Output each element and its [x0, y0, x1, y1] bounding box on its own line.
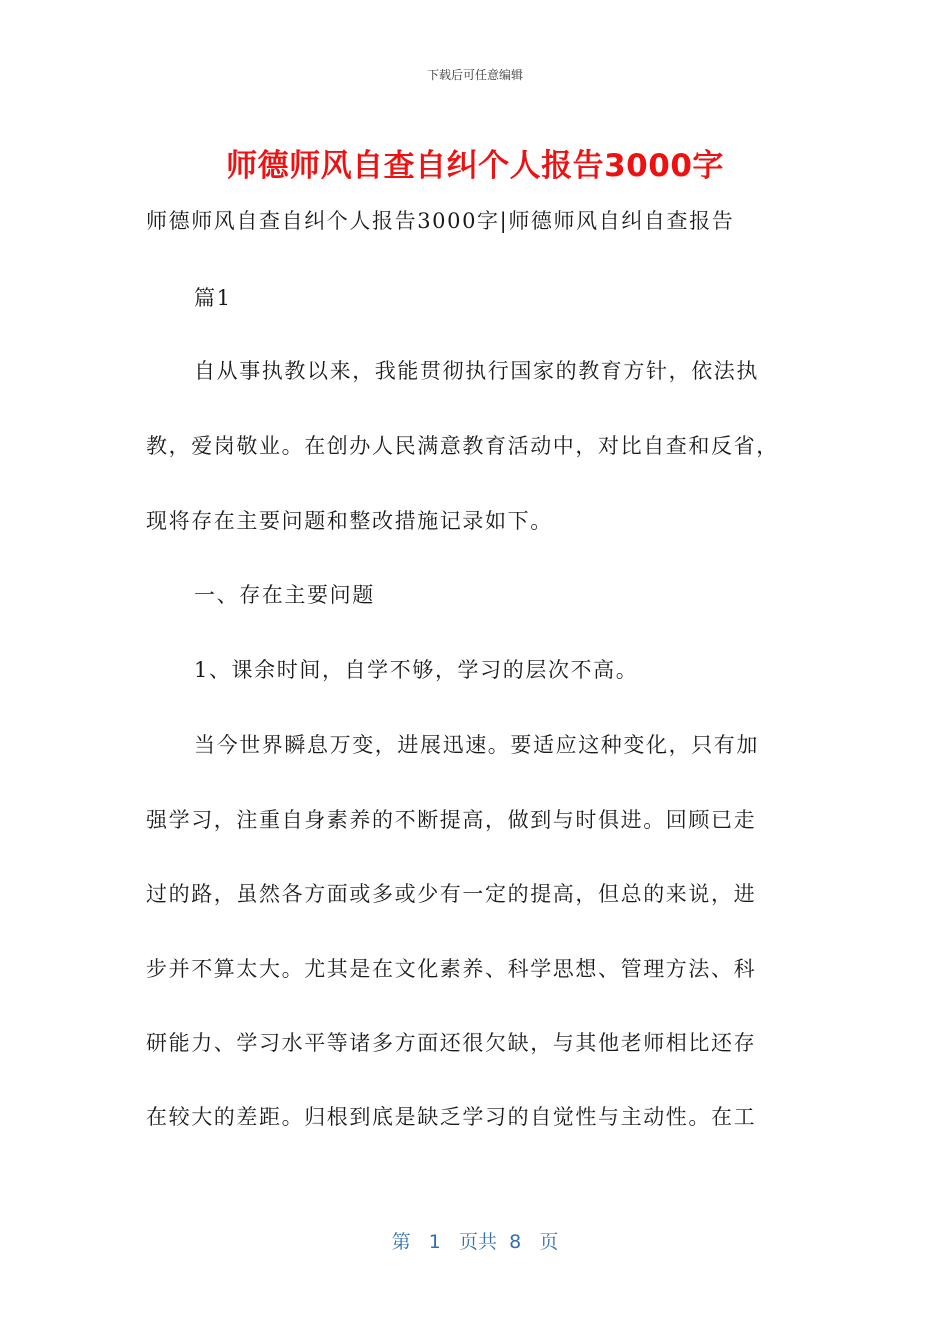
heading-line: 一、存在主要问题 [194, 583, 375, 607]
paragraph-line: 在较大的差距。归根到底是缺乏学习的自觉性与主动性。在工 [146, 1105, 757, 1129]
footer-middle: 页共 [459, 1231, 498, 1253]
paragraph-line: 教，爱岗敬业。在创办人民满意教育活动中，对比自查和反省， [146, 434, 779, 458]
paragraph-line: 过的路，虽然各方面或多或少有一定的提高，但总的来说，进 [146, 882, 757, 906]
paragraph-line: 步并不算太大。尤其是在文化素养、科学思想、管理方法、科 [146, 957, 757, 981]
subtitle-line: 师德师风自查自纠个人报告3000字|师德师风自纠自查报告 [146, 209, 735, 233]
footer-suffix: 页 [539, 1231, 559, 1253]
footer-total-pages: 8 [509, 1231, 522, 1253]
section-label: 篇1 [194, 286, 232, 310]
footer-prefix: 第 [391, 1231, 411, 1253]
paragraph-line: 现将存在主要问题和整改措施记录如下。 [146, 509, 553, 533]
paragraph-line: 研能力、学习水平等诸多方面还很欠缺，与其他老师相比还存 [146, 1031, 757, 1055]
subheading-line: 1、课余时间，自学不够，学习的层次不高。 [194, 658, 639, 682]
paragraph-line: 自从事执教以来，我能贯彻执行国家的教育方针，依法执 [194, 359, 759, 383]
page-footer [0, 1227, 950, 1254]
paragraph-line: 强学习，注重自身素养的不断提高，做到与时俱进。回顾已走 [146, 808, 757, 832]
document-title: 师德师风自查自纠个人报告3000字 [226, 148, 724, 184]
footer-page-number: 1 [428, 1231, 441, 1253]
header-note: 下载后可任意编辑 [426, 68, 523, 82]
paragraph-line: 当今世界瞬息万变，进展迅速。要适应这种变化，只有加 [194, 733, 759, 757]
